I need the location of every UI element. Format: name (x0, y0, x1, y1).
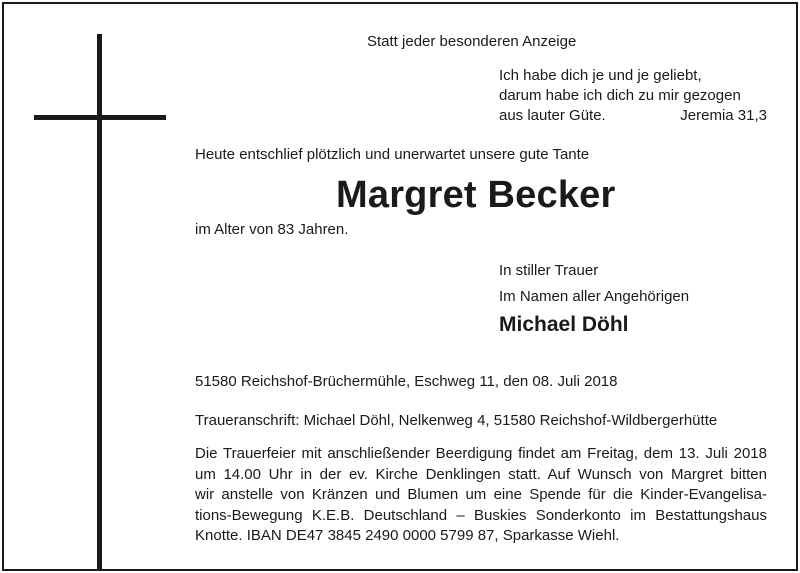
mourning-line: Im Namen aller Angehörigen (499, 288, 690, 305)
age-text: im Alter von 83 Jahren. (195, 221, 349, 238)
service-line: Knotte. IBAN DE47 3845 2490 0000 5799 87, Sparkasse Wiehl. (195, 527, 620, 544)
signer-name: Michael Döhl (499, 313, 629, 336)
deceased-name: Margret Becker (336, 174, 616, 216)
place-date: 51580 Reichshof-Brüchermühle, Eschweg 11, den 08. Juli 2018 (195, 373, 618, 390)
service-line: tions-Bewegung K.E.B. Deutschland – Buskies Sonderkonto im Bestattungshaus (195, 506, 767, 524)
service-line: wir anstelle von Kränzen und Blumen um eine Spende für die Kinder-Evangelisa- (195, 486, 767, 503)
mourning-line: In stiller Trauer (499, 262, 599, 279)
mourning-address: Traueranschrift: Michael Döhl, Nelkenweg 4, 51580 Reichshof-Wildbergerhütte (195, 412, 718, 429)
cross-horizontal-bar (34, 115, 166, 120)
verse-reference: Jeremia 31,3 (680, 107, 767, 124)
funeral-service-info (195, 444, 767, 547)
verse-line: Ich habe dich je und je geliebt, (499, 67, 702, 84)
verse-line: aus lauter Güte. (499, 107, 606, 124)
announcement-text: Heute entschlief plötzlich und unerwartet unsere gute Tante (195, 146, 590, 163)
verse-line: darum habe ich dich zu mir gezogen (499, 87, 741, 104)
service-line: Die Trauerfeier mit anschließender Beerdigung findet am Freitag, dem 13. Juli 2018 (195, 445, 767, 462)
service-line: um 14.00 Uhr in der ev. Kirche Denklingen statt. Auf Wunsch von Margret bitten (195, 465, 767, 483)
intro-line: Statt jeder besonderen Anzeige (367, 33, 577, 50)
verse-last-line (499, 106, 767, 126)
bible-verse (499, 66, 767, 126)
